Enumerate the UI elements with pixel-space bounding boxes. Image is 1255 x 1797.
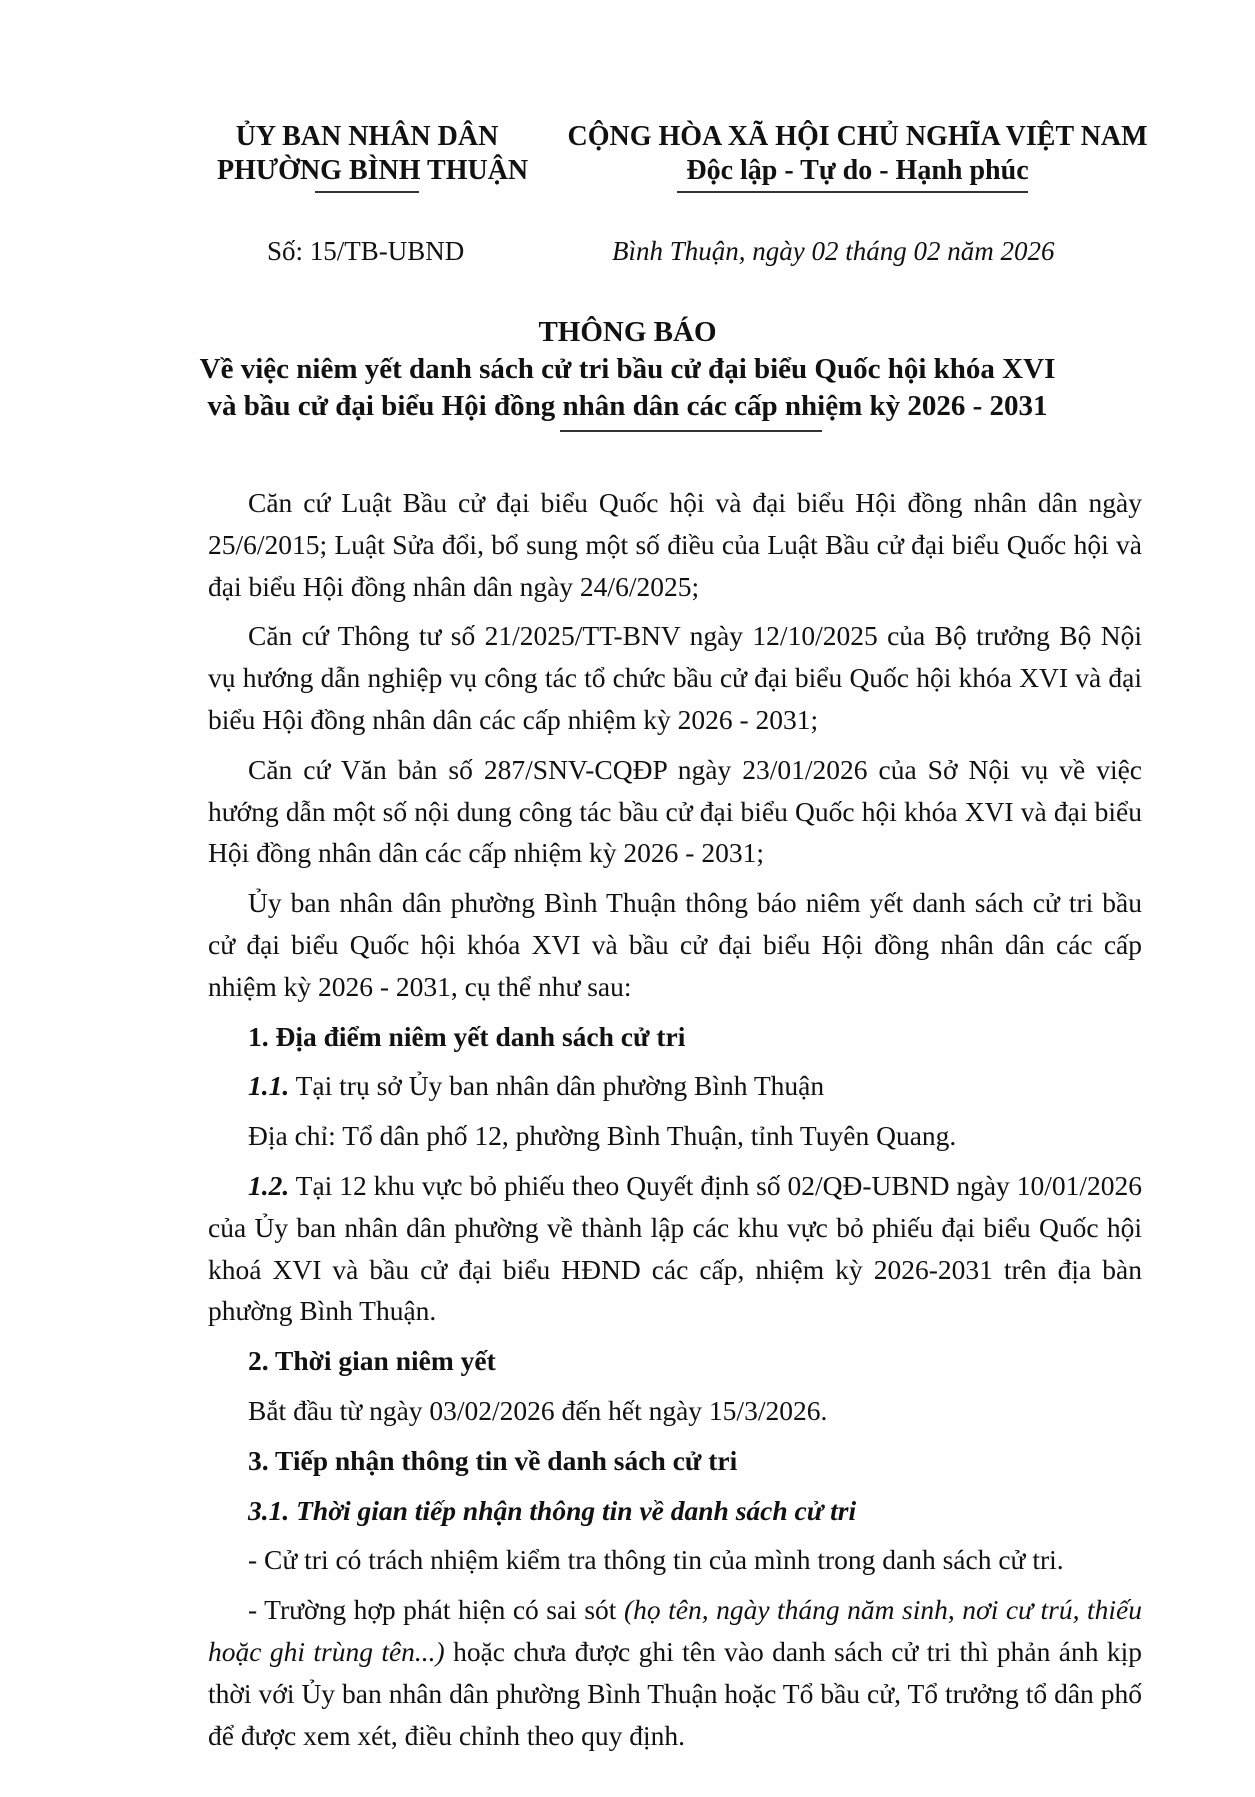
- document-subtitle-line2: và bầu cử đại biểu Hội đồng nhân dân các cấp nhiệm kỳ 2026 - 2031: [207, 390, 1048, 422]
- agency-name: [217, 120, 529, 188]
- section-2-text: Bắt đầu từ ngày 03/02/2026 đến hết ngày 15/3/2026.: [248, 1394, 828, 1426]
- section-3-1-item-2: [208, 1589, 1142, 1756]
- legal-basis-2: Căn cứ Thông tư số 21/2025/TT-BNV ngày 12/10/2025 của Bộ trưởng Bộ Nội vụ hướng dẫn nghiệp vụ công tác tổ chức bầu cử đại biểu Quốc hội khóa XVI và đại biểu Hội đồng nhân dân các cấp nhiệm kỳ 2026 - 2031;: [208, 620, 1142, 735]
- document-number: Số: 15/TB-UBND: [267, 236, 465, 266]
- section-1-1-address: Địa chỉ: Tổ dân phố 12, phường Bình Thuận, tỉnh Tuyên Quang.: [248, 1120, 957, 1152]
- title-underline: [560, 430, 822, 432]
- section-3-heading: 3. Tiếp nhận thông tin về danh sách cử tri: [248, 1444, 738, 1476]
- section-3-1-heading: 3.1. Thời gian tiếp nhận thông tin về danh sách cử tri: [248, 1494, 857, 1526]
- section-3-1-item-1: - Cử tri có trách nhiệm kiểm tra thông tin của mình trong danh sách cử tri.: [248, 1544, 1064, 1576]
- section-1-2-label: 1.2.: [248, 1169, 290, 1201]
- item-2-prefix: - Trường hợp phát hiện có sai sót: [248, 1594, 624, 1626]
- agency-underline: [315, 191, 419, 193]
- document-subtitle-line1: Về việc niêm yết danh sách cử tri bầu cử đại biểu Quốc hội khóa XVI: [199, 353, 1056, 385]
- section-1-heading: 1. Địa điểm niêm yết danh sách cử tri: [248, 1020, 686, 1052]
- document-title: THÔNG BÁO: [538, 316, 717, 348]
- item-2-italic: (họ tên, ngày tháng năm sinh, nơi cư trú, thiếu hoặc ghi trùng tên...): [208, 1594, 1142, 1667]
- document-body: [208, 482, 1142, 1756]
- section-1-1-label: 1.1.: [248, 1070, 290, 1102]
- motto-underline: [677, 191, 1028, 193]
- section-1-2-text: Tại 12 khu vực bỏ phiếu theo Quyết định số 02/QĐ-UBND ngày 10/01/2026 của Ủy ban nhân dân phường về thành lập các khu vực bỏ phiếu đại biểu Quốc hội khoá XVI và bầu cử đại biểu HĐND các cấp, nhiệm kỳ 2026-2031 trên địa bàn phường Bình Thuận.: [208, 1169, 1142, 1327]
- legal-basis-3: Căn cứ Văn bản số 287/SNV-CQĐP ngày 23/01/2026 của Sở Nội vụ về việc hướng dẫn một số nội dung công tác bầu cử đại biểu Quốc hội khóa XVI và đại biểu Hội đồng nhân dân các cấp nhiệm kỳ 2026 - 2031;: [208, 753, 1142, 869]
- section-1-2: [208, 1165, 1142, 1332]
- item-2-suffix: hoặc chưa được ghi tên vào danh sách cử tri thì phản ánh kịp thời với Ủy ban nhân dân phường Bình Thuận hoặc Tổ bầu cử, Tổ trưởng tổ dân phố để được xem xét, điều chỉnh theo quy định.: [208, 1635, 1142, 1751]
- section-1-1: [208, 1065, 1142, 1107]
- country-name: CỘNG HÒA XÃ HỘI CHỦ NGHĨA VIỆT NAM: [567, 121, 1148, 152]
- agency-line2: PHƯỜNG BÌNH THUẬN: [217, 155, 529, 186]
- announcement-intro: Ủy ban nhân dân phường Bình Thuận thông báo niêm yết danh sách cử tri bầu cử đại biểu Quốc hội khóa XVI và bầu cử đại biểu Hội đồng nhân dân các cấp nhiệm kỳ 2026 - 2031, cụ thể như sau:: [208, 887, 1142, 1002]
- national-motto: [555, 120, 1160, 188]
- agency-line1: ỦY BAN NHÂN DÂN: [235, 121, 499, 152]
- legal-basis-1: Căn cứ Luật Bầu cử đại biểu Quốc hội và đại biểu Hội đồng nhân dân ngày 25/6/2015; Luật Sửa đổi, bổ sung một số điều của Luật Bầu cử đại biểu Quốc hội và đại biểu Hội đồng nhân dân ngày 24/6/2025;: [208, 487, 1142, 602]
- section-2-heading: 2. Thời gian niêm yết: [248, 1345, 496, 1377]
- section-1-1-text: Tại trụ sở Ủy ban nhân dân phường Bình Thuận: [289, 1070, 825, 1102]
- motto: Độc lập - Tự do - Hạnh phúc: [686, 155, 1029, 186]
- place-date: Bình Thuận, ngày 02 tháng 02 năm 2026: [612, 236, 1055, 266]
